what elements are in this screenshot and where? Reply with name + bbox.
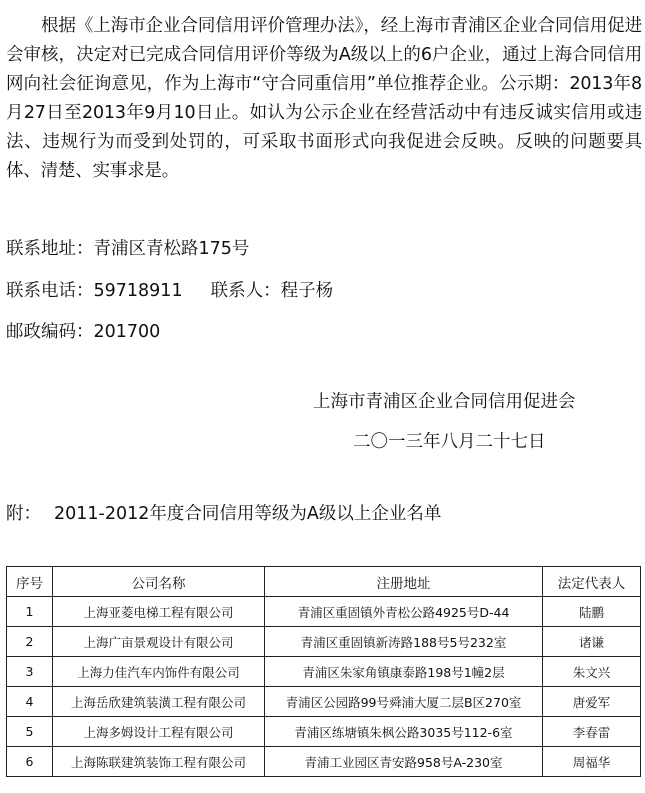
row-company-name: 上海力佳汽车内饰件有限公司 [53, 657, 265, 687]
row-representative: 唐爱军 [543, 687, 641, 717]
contact-postcode: 邮政编码：201700 [6, 322, 161, 342]
signature-organization: 上海市青浦区企业合同信用促进会 [313, 392, 576, 412]
row-representative: 周福华 [543, 747, 641, 777]
row-index: 1 [7, 597, 53, 627]
row-representative: 朱文兴 [543, 657, 641, 687]
row-index: 6 [7, 747, 53, 777]
attachment-line [6, 502, 441, 526]
table-row [7, 717, 641, 747]
contact-person: 联系人：程子杨 [210, 281, 334, 301]
table-row [7, 627, 641, 657]
row-company-name: 上海广亩景观设计有限公司 [53, 627, 265, 657]
table-row [7, 747, 641, 777]
table-row [7, 687, 641, 717]
row-company-name: 上海亚菱电梯工程有限公司 [53, 597, 265, 627]
row-address: 青浦区公园路99号舜浦大厦二层B区270室 [265, 687, 543, 717]
contact-address: 联系地址：青浦区青松路175号 [6, 239, 250, 259]
row-representative: 诸谦 [543, 627, 641, 657]
row-address: 青浦区朱家角镇康泰路198号1幢2层 [265, 657, 543, 687]
attachment-label: 附： [6, 504, 41, 524]
row-address: 青浦工业园区青安路958号A-230室 [265, 747, 543, 777]
signature-date: 二〇一三年八月二十七日 [353, 432, 546, 452]
row-address: 青浦区重固镇外青松公路4925号D-44 [265, 597, 543, 627]
table-row [7, 657, 641, 687]
row-representative: 李春雷 [543, 717, 641, 747]
row-index: 3 [7, 657, 53, 687]
row-index: 5 [7, 717, 53, 747]
row-index: 4 [7, 687, 53, 717]
row-company-name: 上海多姆设计工程有限公司 [53, 717, 265, 747]
header-registered-address: 注册地址 [265, 567, 543, 597]
attachment-title: 2011-2012年度合同信用等级为A级以上企业名单 [54, 504, 442, 524]
table-row [7, 597, 641, 627]
header-legal-representative: 法定代表人 [543, 567, 641, 597]
row-company-name: 上海岳欣建筑装潢工程有限公司 [53, 687, 265, 717]
row-company-name: 上海陈联建筑装饰工程有限公司 [53, 747, 265, 777]
contact-phone-line [6, 279, 333, 303]
contact-phone: 联系电话：59718911 [6, 281, 183, 301]
row-address: 青浦区练塘镇朱枫公路3035号112-6室 [265, 717, 543, 747]
table-header-row [7, 567, 641, 597]
row-representative: 陆鹏 [543, 597, 641, 627]
company-table [6, 566, 641, 777]
header-index: 序号 [7, 567, 53, 597]
row-index: 2 [7, 627, 53, 657]
row-address: 青浦区重固镇新涛路188号5号232室 [265, 627, 543, 657]
header-company-name: 公司名称 [53, 567, 265, 597]
notice-paragraph: 根据《上海市企业合同信用评价管理办法》，经上海市青浦区企业合同信用促进会审核，决定对已完成合同信用评价等级为A级以上的6户企业，通过上海合同信用网向社会征询意见，作为上海市“守合同重信用”单位推荐企业。公示期：2013年8月27日至2013年9月10日止。如认为公示企业在经营活动中有违反诚实信用或违法、违规行为而受到处罚的，可采取书面形式向我促进会反映。反映的问题要具体、清楚、实事求是。 [6, 16, 642, 181]
